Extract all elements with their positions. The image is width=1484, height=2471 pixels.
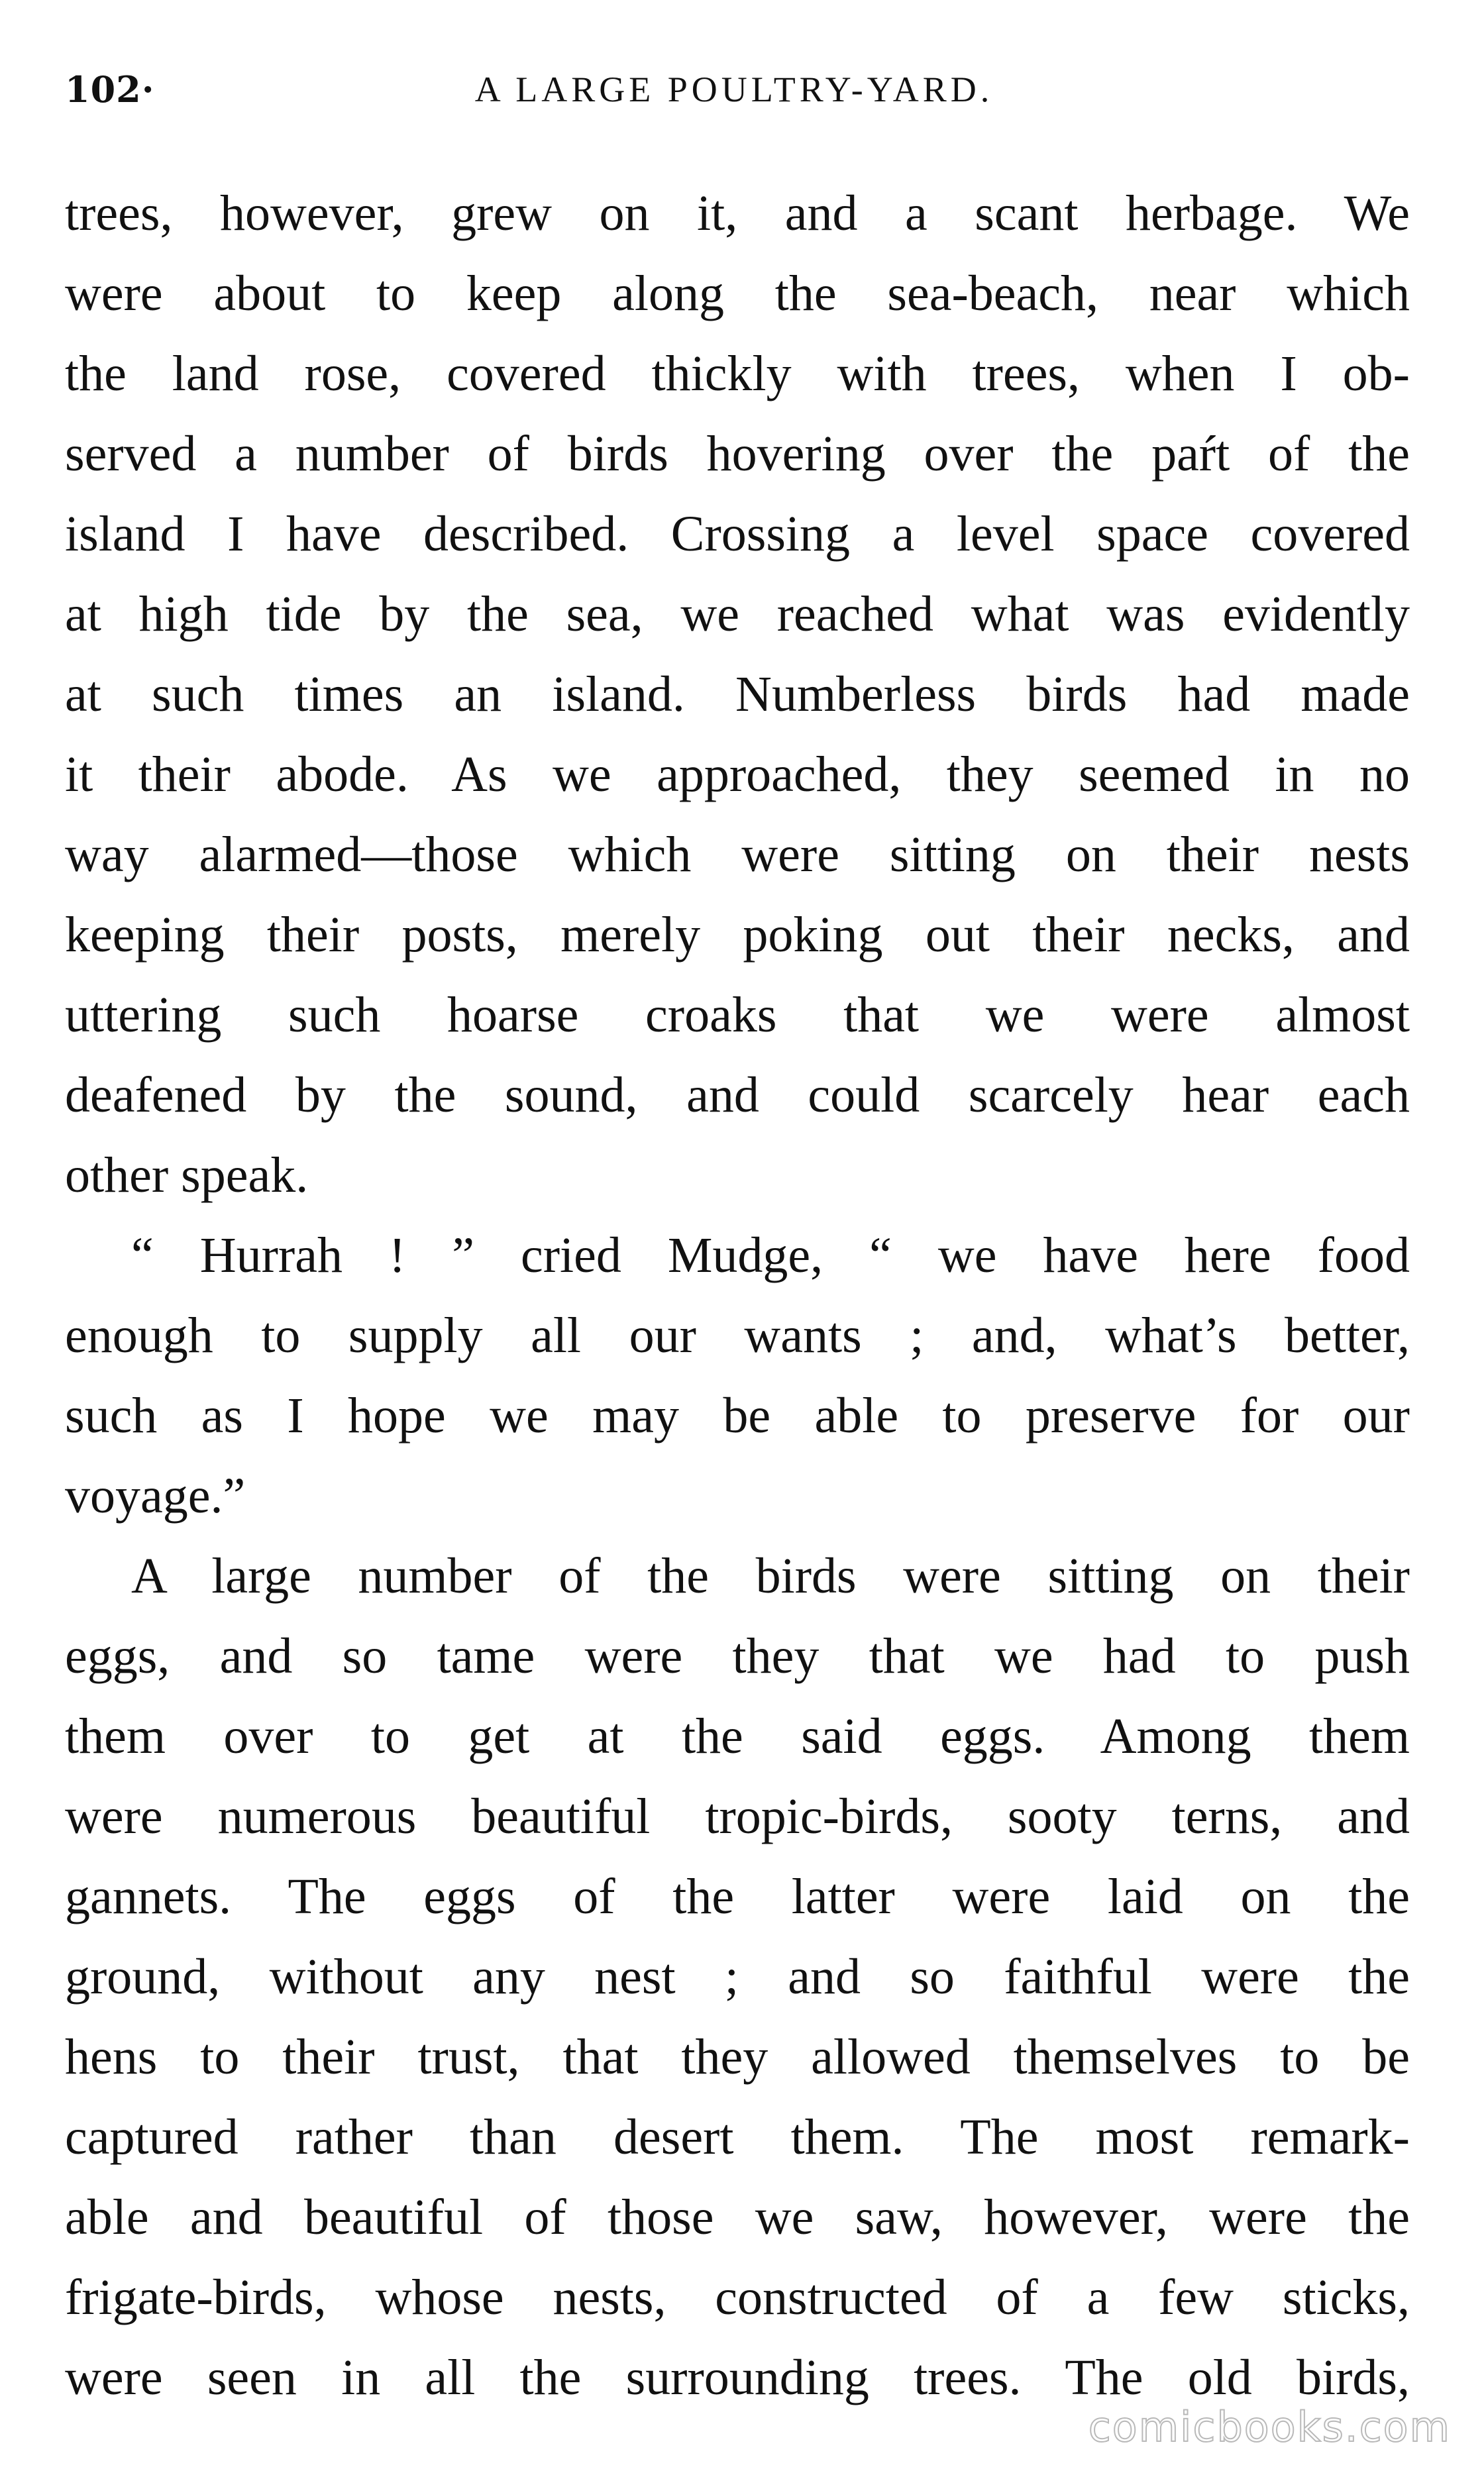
text-line: way alarmed—those which were sitting on their nests bbox=[65, 827, 1410, 882]
text-line: them over to get at the said eggs. Among them bbox=[65, 1709, 1410, 1764]
text-line: voyage.” bbox=[65, 1468, 246, 1524]
text-line: were about to keep along the sea-beach, near which bbox=[65, 266, 1410, 321]
text-line: “ Hurrah ! ” cried Mudge, “ we have here food bbox=[131, 1228, 1410, 1283]
text-line: at high tide by the sea, we reached what was evidently bbox=[65, 586, 1410, 642]
text-line: enough to supply all our wants ; and, what’s better, bbox=[65, 1308, 1410, 1363]
text-line: hens to their trust, that they allowed themselves to be bbox=[65, 2029, 1410, 2085]
text-line: captured rather than desert them. The most remark- bbox=[65, 2109, 1410, 2165]
text-line: frigate-birds, whose nests, constructed of a few sticks, bbox=[65, 2270, 1410, 2325]
text-line: keeping their posts, merely poking out their necks, and bbox=[65, 907, 1410, 963]
text-line: were seen in all the surrounding trees. The old birds, bbox=[65, 2350, 1410, 2405]
text-line: served a number of birds hovering over the paŕt of the bbox=[65, 426, 1410, 482]
text-line: trees, however, grew on it, and a scant herbage. We bbox=[65, 185, 1410, 241]
text-line: gannets. The eggs of the latter were laid on the bbox=[65, 1869, 1410, 1924]
watermark: comicbooks.com bbox=[1088, 2403, 1451, 2451]
text-line: were numerous beautiful tropic-birds, sooty terns, and bbox=[65, 1789, 1410, 1844]
page-number: 102· bbox=[65, 68, 155, 111]
text-line: such as I hope we may be able to preserve for our bbox=[65, 1388, 1410, 1444]
text-line: island I have described. Crossing a level space covered bbox=[65, 506, 1410, 562]
text-line: ground, without any nest ; and so faithful were the bbox=[65, 1949, 1410, 2005]
text-line: the land rose, covered thickly with trees, when I ob- bbox=[65, 346, 1410, 401]
text-line: eggs, and so tame were they that we had to push bbox=[65, 1628, 1410, 1684]
text-line: at such times an island. Numberless birds had made bbox=[65, 666, 1410, 722]
text-line: other speak. bbox=[65, 1147, 309, 1203]
body-text bbox=[65, 174, 1410, 2418]
text-line: uttering such hoarse croaks that we were almost bbox=[65, 987, 1410, 1043]
running-head bbox=[65, 60, 1403, 119]
text-line: able and beautiful of those we saw, however, were the bbox=[65, 2189, 1410, 2245]
text-line: deafened by the sound, and could scarcely hear each bbox=[65, 1067, 1410, 1123]
running-title: A LARGE POULTRY-YARD. bbox=[474, 70, 994, 109]
text-line: A large number of the birds were sitting on their bbox=[131, 1548, 1410, 1604]
text-line: it their abode. As we approached, they seemed in no bbox=[65, 747, 1410, 802]
